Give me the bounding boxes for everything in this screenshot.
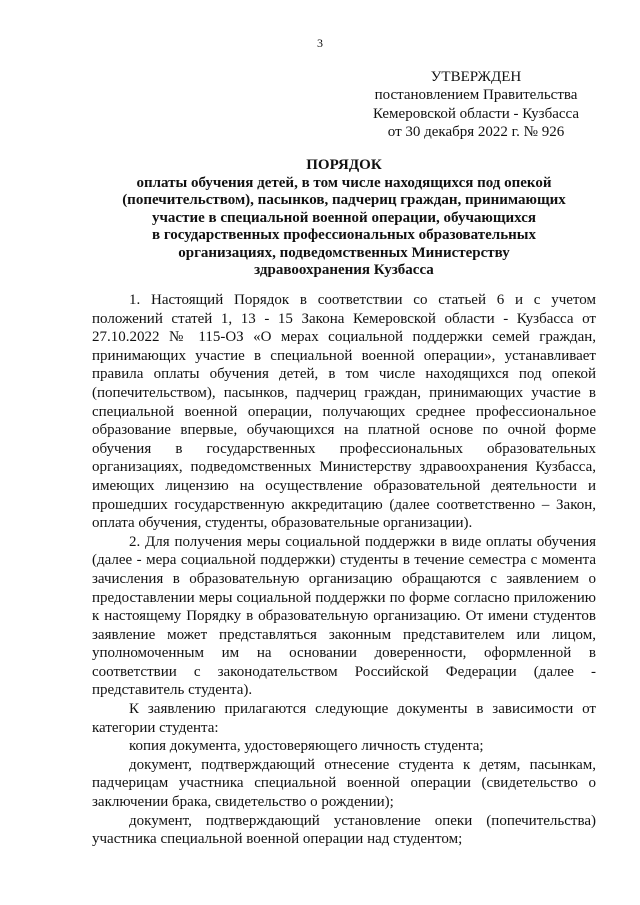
approval-date-number: от 30 декабря 2022 г. № 926 xyxy=(387,123,565,140)
approval-title: УТВЕРЖДЕН xyxy=(430,69,522,85)
document-body xyxy=(92,291,596,849)
title-line: участие в специальной военной операции, обучающихся xyxy=(151,209,537,226)
attachments-intro-paragraph: К заявлению прилагаются следующие документы в зависимости от категории студента: xyxy=(92,701,596,736)
title-line: в государственных профессиональных образовательных xyxy=(151,227,536,243)
approval-government: Кемеровской области - Кузбасса xyxy=(372,105,580,122)
approval-resolution: постановлением Правительства xyxy=(374,87,578,104)
page-number: 3 xyxy=(317,36,323,50)
document-title xyxy=(92,157,596,280)
attachment-item: копия документа, удостоверяющего личность студента; xyxy=(129,738,484,755)
title-line: организациях, подведомственных Министерству xyxy=(178,244,510,261)
attachment-item: документ, подтверждающий отнесение студента к детям, пасынкам, падчерицам участника специальной военной операции (свидетельство о заключении брака, свидетельство о рождении); xyxy=(92,756,596,811)
attachment-item: документ, подтверждающий установление опеки (попечительства) участника специальной военной операции над студентом; xyxy=(92,812,596,848)
title-heading: ПОРЯДОК xyxy=(306,157,382,173)
paragraph-2: 2. Для получения меры социальной поддержки в виде оплаты обучения (далее - мера социальной поддержки) студенты в течение семестра с момента зачисления в образовательную организацию обращаются с заявлением о предоставлении меры социальной поддержки по форме согласно приложению к настоящему Порядку в образовательную организацию. От имени студентов заявление может представляться законным представителем или лицом, уполномоченным им на основании доверенности, оформленной в соответствии с законодательством Российской Федерации (далее - представитель студента). xyxy=(92,533,596,699)
paragraph-1: 1. Настоящий Порядок в соответствии со статьей 6 и с учетом положений статей 1, 13 - 15 Закона Кемеровской области - Кузбасса от 27.10.2022 № 115-ОЗ «О мерах социальной поддержки семей граждан, принимающих участие в специальной военной операции», устанавливает правила оплаты обучения детей, в том числе находящихся под опекой (попечительством), пасынков, падчериц граждан, принимающих участие в специальной военной операции, получающих среднее профессиональное образование впервые, обучающихся на платной основе по очной форме обучения в государственных профессиональных образовательных организациях, подведомственных Министерству здравоохранения Кузбасса, имеющих лицензию на осуществление образовательной деятельности и прошедших государственную аккредитацию (далее соответственно – Закон, оплата обучения, студенты, образовательные организации). xyxy=(92,292,596,532)
title-line: (попечительством), пасынков, падчериц граждан, принимающих xyxy=(122,192,566,208)
title-line: оплаты обучения детей, в том числе находящихся под опекой xyxy=(136,174,552,191)
approval-block xyxy=(360,68,592,141)
title-line: здравоохранения Кузбасса xyxy=(254,262,434,278)
